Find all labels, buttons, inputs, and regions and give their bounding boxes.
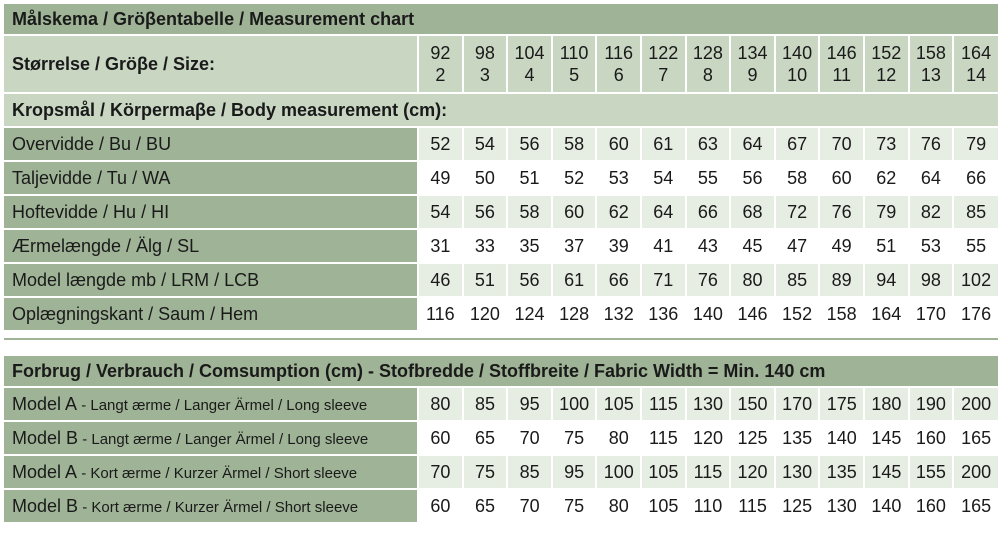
measurement-value: 79 [953,127,998,161]
measurement-value: 58 [552,127,597,161]
measurement-value: 61 [641,127,686,161]
measurement-value: 37 [552,229,597,263]
size-cell [641,35,686,93]
measurement-value: 39 [596,229,641,263]
model-name: Model A [12,393,78,414]
measurement-value: 62 [864,161,909,195]
consumption-value: 115 [641,387,686,421]
consumption-row [4,489,998,523]
measurement-value: 58 [775,161,820,195]
size-row [4,35,998,93]
measurement-value: 80 [730,263,775,297]
measurement-value: 33 [463,229,508,263]
measurement-value: 128 [552,297,597,331]
measurement-value: 50 [463,161,508,195]
size-cm: 128 [692,43,723,63]
measurement-value: 51 [507,161,552,195]
size-cm: 110 [559,43,589,63]
consumption-value: 100 [596,455,641,489]
consumption-value: 125 [775,489,820,523]
measurement-value: 62 [596,195,641,229]
sleeve-description: - Langt ærme / Langer Ärmel / Long sleeve [78,430,369,448]
measurement-value: 68 [730,195,775,229]
measurement-value: 120 [463,297,508,331]
consumption-value: 120 [686,421,731,455]
measurement-label: Taljevidde / Tu / WA [4,161,418,195]
consumption-value: 135 [775,421,820,455]
measurement-value: 76 [686,263,731,297]
measurement-value: 53 [596,161,641,195]
measurement-value: 70 [819,127,864,161]
measurement-value: 73 [864,127,909,161]
consumption-value: 85 [463,387,508,421]
size-cm: 98 [474,43,495,63]
measurement-value: 71 [641,263,686,297]
size-age: 8 [702,65,713,85]
measurement-value: 82 [909,195,954,229]
measurement-value: 132 [596,297,641,331]
measurement-value: 41 [641,229,686,263]
measurement-value: 43 [686,229,731,263]
consumption-value: 200 [953,387,998,421]
consumption-value: 110 [686,489,731,523]
measurement-value: 176 [953,297,998,331]
consumption-value: 75 [552,489,597,523]
consumption-value: 120 [730,455,775,489]
size-cm: 152 [871,43,902,63]
consumption-value: 165 [953,489,998,523]
consumption-value: 160 [909,489,954,523]
size-age: 7 [658,65,669,85]
consumption-value: 65 [463,421,508,455]
size-cm: 164 [961,43,992,63]
consumption-row [4,387,998,421]
measurement-value: 102 [953,263,998,297]
measurement-value: 45 [730,229,775,263]
size-cell [730,35,775,93]
measurement-value: 89 [819,263,864,297]
consumption-value: 125 [730,421,775,455]
measurement-value: 76 [909,127,954,161]
consumption-value: 95 [552,455,597,489]
measurement-value: 72 [775,195,820,229]
measurement-value: 85 [953,195,998,229]
measurement-table [4,4,998,332]
measurement-value: 49 [418,161,463,195]
measurement-label: Oplægningskant / Saum / Hem [4,297,418,331]
consumption-row [4,455,998,489]
consumption-value: 130 [819,489,864,523]
size-cell [819,35,864,93]
measurement-row [4,229,998,263]
measurement-value: 60 [552,195,597,229]
size-cell [507,35,552,93]
consumption-value: 105 [596,387,641,421]
consumption-value: 70 [507,421,552,455]
consumption-title-row [4,356,998,387]
consumption-value: 105 [641,489,686,523]
size-cell [953,35,998,93]
measurement-value: 35 [507,229,552,263]
consumption-value: 165 [953,421,998,455]
measurement-value: 164 [864,297,909,331]
measurement-row [4,297,998,331]
size-age: 4 [524,65,535,85]
size-age: 11 [832,65,852,85]
measurement-value: 146 [730,297,775,331]
measurement-value: 46 [418,263,463,297]
measurement-title: Målskema / Gröβentabelle / Measurement chart [4,4,998,35]
measurement-value: 66 [596,263,641,297]
consumption-table [4,356,998,524]
consumption-value: 115 [641,421,686,455]
measurement-value: 58 [507,195,552,229]
measurement-value: 66 [953,161,998,195]
measurement-value: 152 [775,297,820,331]
measurement-value: 98 [909,263,954,297]
measurement-value: 64 [641,195,686,229]
measurement-value: 61 [552,263,597,297]
measurement-value: 94 [864,263,909,297]
size-cm: 146 [826,43,857,63]
size-cm: 134 [737,43,768,63]
measurement-value: 76 [819,195,864,229]
measurement-value: 47 [775,229,820,263]
size-cell [596,35,641,93]
measurement-value: 52 [418,127,463,161]
measurement-value: 60 [819,161,864,195]
size-cell [775,35,820,93]
measurement-value: 52 [552,161,597,195]
size-age: 14 [966,65,987,85]
measurement-value: 54 [641,161,686,195]
consumption-value: 115 [686,455,731,489]
consumption-value: 160 [909,421,954,455]
measurement-value: 140 [686,297,731,331]
body-measurement-header: Kropsmål / Körpermaβe / Body measurement (cm): [4,93,998,127]
consumption-value: 155 [909,455,954,489]
size-cm: 158 [915,43,946,63]
consumption-value: 140 [819,421,864,455]
consumption-value: 130 [686,387,731,421]
measurement-value: 56 [463,195,508,229]
consumption-value: 140 [864,489,909,523]
sleeve-description: - Kort ærme / Kurzer Ärmel / Short sleeve [77,464,358,482]
measurement-value: 31 [418,229,463,263]
consumption-value: 85 [507,455,552,489]
consumption-label [4,489,418,523]
measurement-value: 66 [686,195,731,229]
size-cm: 116 [604,43,634,63]
size-cell [686,35,731,93]
measurement-value: 60 [596,127,641,161]
consumption-value: 60 [418,489,463,523]
measurement-value: 136 [641,297,686,331]
sleeve-description: - Kort ærme / Kurzer Ärmel / Short sleeve [78,498,359,516]
measurement-value: 54 [418,195,463,229]
measurement-value: 51 [864,229,909,263]
consumption-value: 150 [730,387,775,421]
measurement-value: 116 [418,297,463,331]
measurement-row [4,195,998,229]
consumption-label [4,387,418,421]
measurement-value: 64 [730,127,775,161]
size-cell [418,35,463,93]
measurement-value: 170 [909,297,954,331]
size-cm: 104 [514,43,545,63]
measurement-label: Hoftevidde / Hu / HI [4,195,418,229]
consumption-value: 170 [775,387,820,421]
measurement-value: 49 [819,229,864,263]
measurement-title-row [4,4,998,35]
measurement-label: Model længde mb / LRM / LCB [4,263,418,297]
size-age: 3 [479,65,490,85]
measurement-value: 53 [909,229,954,263]
measurement-value: 56 [507,127,552,161]
size-age: 5 [569,65,580,85]
consumption-value: 65 [463,489,508,523]
measurement-value: 124 [507,297,552,331]
size-cell [463,35,508,93]
consumption-value: 95 [507,387,552,421]
measurement-row [4,263,998,297]
size-age: 9 [747,65,758,85]
model-name: Model A [12,461,78,482]
consumption-value: 105 [641,455,686,489]
measurement-value: 54 [463,127,508,161]
consumption-value: 75 [552,421,597,455]
measurement-value: 55 [686,161,731,195]
sleeve-description: - Langt ærme / Langer Ärmel / Long sleeve [77,396,368,414]
consumption-value: 60 [418,421,463,455]
consumption-value: 175 [819,387,864,421]
measurement-row [4,127,998,161]
model-name: Model B [12,427,79,448]
measurement-value: 79 [864,195,909,229]
consumption-value: 135 [819,455,864,489]
size-cell [909,35,954,93]
size-cm: 92 [430,43,451,63]
consumption-value: 180 [864,387,909,421]
measurement-value: 56 [730,161,775,195]
measurement-label: Overvidde / Bu / BU [4,127,418,161]
size-cm: 140 [782,43,813,63]
table-divider [4,338,998,350]
measurement-value: 51 [463,263,508,297]
consumption-value: 80 [596,421,641,455]
consumption-value: 200 [953,455,998,489]
size-cm: 122 [648,43,679,63]
size-label: Størrelse / Gröβe / Size: [4,35,418,93]
consumption-value: 145 [864,421,909,455]
measurement-row [4,161,998,195]
size-cell [552,35,597,93]
consumption-value: 70 [507,489,552,523]
consumption-value: 100 [552,387,597,421]
model-name: Model B [12,495,79,516]
measurement-value: 85 [775,263,820,297]
measurement-value: 64 [909,161,954,195]
consumption-value: 130 [775,455,820,489]
size-age: 6 [613,65,624,85]
measurement-value: 56 [507,263,552,297]
consumption-value: 70 [418,455,463,489]
consumption-value: 115 [730,489,775,523]
body-measurement-header-row [4,93,998,127]
consumption-label [4,421,418,455]
consumption-value: 80 [418,387,463,421]
size-age: 13 [920,65,941,85]
size-cell [864,35,909,93]
consumption-value: 145 [864,455,909,489]
measurement-label: Ærmelængde / Älg / SL [4,229,418,263]
measurement-value: 158 [819,297,864,331]
measurement-value: 55 [953,229,998,263]
consumption-row [4,421,998,455]
measurement-value: 63 [686,127,731,161]
size-age: 2 [435,65,446,85]
consumption-value: 80 [596,489,641,523]
measurement-value: 67 [775,127,820,161]
consumption-value: 190 [909,387,954,421]
consumption-title: Forbrug / Verbrauch / Comsumption (cm) - Stofbredde / Stoffbreite / Fabric Width = Min. 140 cm [4,356,998,387]
size-age: 10 [787,65,808,85]
consumption-value: 75 [463,455,508,489]
consumption-label [4,455,418,489]
size-age: 12 [876,65,897,85]
